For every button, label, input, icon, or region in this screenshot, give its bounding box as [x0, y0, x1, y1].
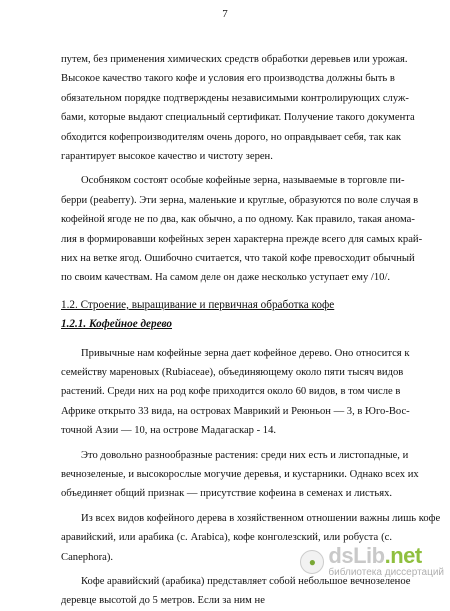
paragraph: [61, 446, 419, 504]
text-line: по своим качествам. На самом деле он даже несколько уступает ему /10/.: [61, 272, 391, 284]
watermark: [300, 545, 444, 578]
text-line: семейству мареновых (Rubiaceae), объединяющему около пяти тысяч видов: [61, 367, 404, 379]
text-line: Это довольно разнообразные растения: среди них есть и листопадные, и: [81, 449, 409, 461]
text-line: Высокое качество такого кофе и условия его производства должны быть в: [61, 73, 395, 85]
page-body: [61, 50, 441, 611]
text-line: гарантирует высокое качество и чистоту зерен.: [61, 150, 273, 162]
paragraph: [61, 171, 423, 287]
text-line: обязательном порядке подтверждены независимыми контролирующих служ-: [61, 92, 409, 104]
text-line: путем, без применения химических средств обработки деревьев или урожая.: [61, 54, 408, 65]
text-line: обходится кофепроизводителям очень дорого, но оправдывает себя, так как: [61, 131, 402, 143]
text-line: бами, которые выдают специальный сертификат. Получение такого документа: [61, 112, 415, 124]
text-line: точной Азии — 10, на острове Мадагаскар - 14.: [61, 425, 277, 437]
text-line: аравийский, или арабика (с. Arabica), кофе конголезский, или робуста (с.: [61, 532, 392, 544]
text-line: Canephora).: [61, 551, 114, 563]
page-number: 7: [222, 8, 228, 20]
text-line: Кофе аравийский (арабика) представляет собой небольшое вечнозеленое: [81, 575, 411, 587]
watermark-brand: dsLib.net: [328, 543, 422, 568]
text-line: растений. Среди них на род кофе приходится около 60 видов, в том числе в: [61, 386, 401, 398]
section-heading: 1.2. Строение, выращивание и первичная обработка кофе: [61, 298, 335, 311]
subsection-heading: 1.2.1. Кофейное дерево: [61, 317, 173, 330]
book-icon: ●: [300, 550, 324, 574]
text-line: вечнозеленые, и высокорослые могучие деревья, и кустарники. Однако всех их: [61, 469, 419, 481]
text-line: Особняком состоят особые кофейные зерна, называемые в торговле пи-: [81, 175, 405, 187]
paragraph: [61, 50, 415, 166]
text-line: объединяет общий признак — присутствие кофеина в семенах и листьях.: [61, 488, 393, 500]
text-line: берри (peaberry). Эти зерна, маленькие и круглые, образуются по воле случая в: [61, 194, 419, 206]
text-line: кофейной ягоде не по два, как обычно, а по одному. Как правило, такая анома-: [61, 214, 415, 226]
paragraph: [61, 344, 410, 441]
text-line: лия в формировавши кофейных зерен характерна прежде всего для самых край-: [61, 233, 423, 245]
text-line: Привычные нам кофейные зерна дает кофейное дерево. Оно относится к: [81, 347, 410, 359]
text-line: деревце высотой до 5 метров. Если за ним не: [61, 595, 265, 607]
text-line: Из всех видов кофейного дерева в хозяйственном отношении важны лишь кофе: [81, 512, 441, 524]
watermark-subtitle: библиотека диссертаций: [328, 567, 444, 578]
text-line: Африке открыто 33 вида, на островах Маврикий и Реюньон — 3, в Юго-Вос-: [61, 405, 410, 417]
text-line: них на ветке ягод. Ошибочно считается, что такой кофе превосходит обычный: [61, 252, 415, 264]
watermark-text: [328, 545, 444, 578]
